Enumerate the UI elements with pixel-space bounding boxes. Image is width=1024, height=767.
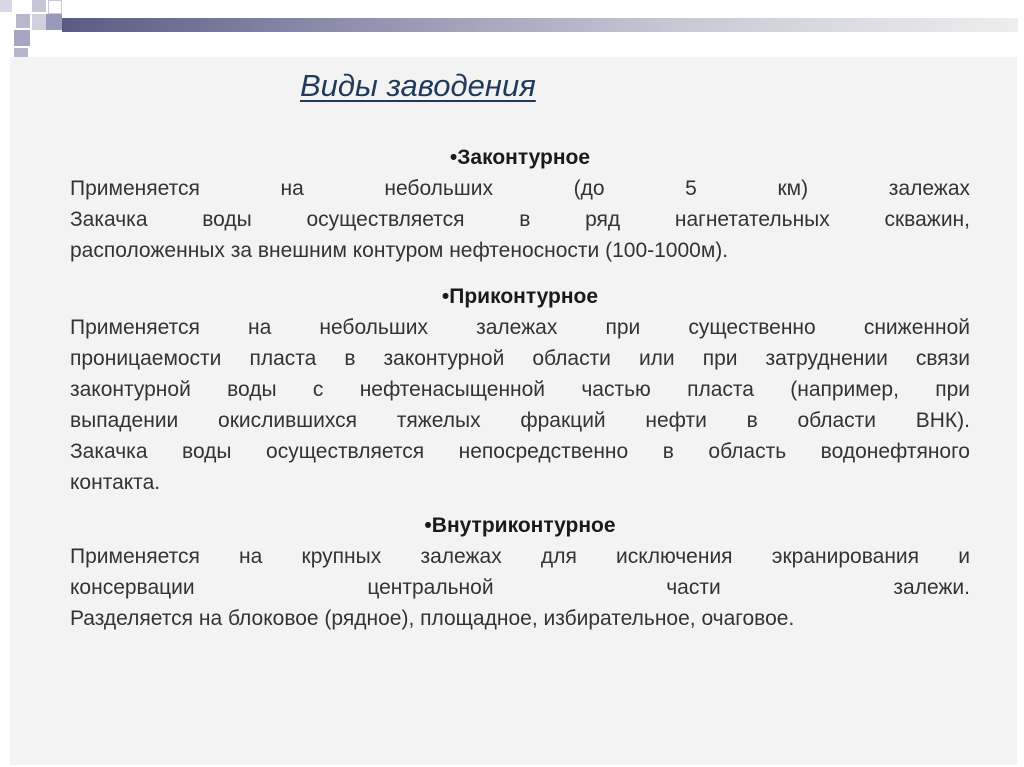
decorative-square: [14, 30, 30, 46]
decorative-square: [48, 0, 62, 14]
section-body: [70, 541, 970, 634]
body-line: расположенных за внешним контуром нефтеносности (100-1000м).: [70, 239, 729, 262]
decorative-square: [16, 14, 30, 28]
decorative-square: [46, 14, 62, 30]
section-heading: •Приконтурное: [441, 285, 599, 308]
decorative-square: [30, 30, 46, 46]
body-line: законтурной воды с нефтенасыщенной частью пласта (например, при: [70, 378, 970, 401]
body-line: выпадении окислившихся тяжелых фракций нефти в области ВНК).: [70, 409, 970, 432]
body-line: проницаемости пласта в законтурной области или при затруднении связи: [70, 347, 970, 370]
section-body: [70, 173, 970, 266]
section-vnutrikonturnoe: [70, 511, 970, 634]
decorative-square: [14, 0, 30, 12]
decorative-square: [32, 14, 46, 30]
section-body: [70, 312, 970, 498]
section-prikonturnoe: [70, 282, 970, 498]
decorative-square: [0, 0, 12, 12]
section-heading: •Внутриконтурное: [424, 514, 616, 537]
slide-title: Виды заводения: [300, 68, 536, 103]
body-line: консервации центральной части залежи.: [70, 576, 970, 599]
body-line: контакта.: [70, 471, 161, 494]
section-zakonturnoe: [70, 143, 970, 266]
body-line: Применяется на небольших залежах при существенно сниженной: [70, 316, 970, 339]
body-line: Применяется на крупных залежах для исключения экранирования и: [70, 545, 970, 568]
body-line: Разделяется на блоковое (рядное), площадное, избирательное, очаговое.: [70, 607, 795, 630]
decorative-square: [32, 0, 46, 12]
body-line: Закачка воды осуществляется в ряд нагнетательных скважин,: [70, 208, 970, 231]
section-heading: •Законтурное: [449, 146, 591, 169]
header-gradient-bar: [62, 18, 1018, 32]
body-line: Применяется на небольших (до 5 км) залежах: [70, 177, 970, 200]
decorative-square: [0, 14, 14, 30]
body-line: Закачка воды осуществляется непосредственно в область водонефтяного: [70, 440, 970, 463]
